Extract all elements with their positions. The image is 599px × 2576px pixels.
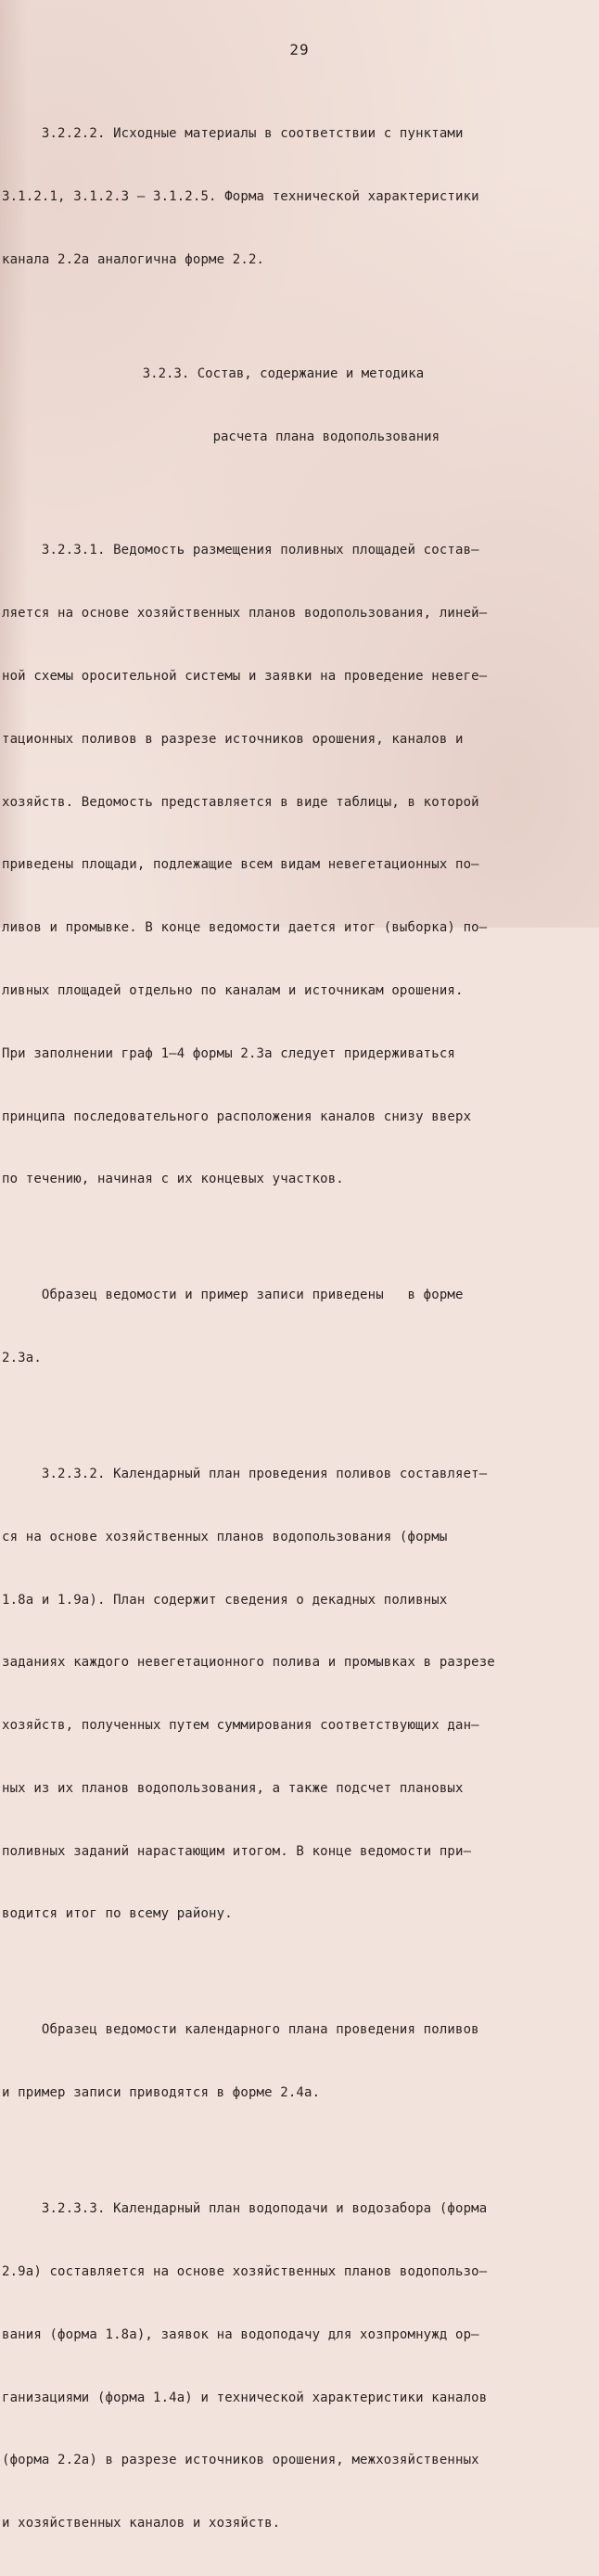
section-heading-3-2-3 — [2, 322, 584, 490]
text-line: ных из их планов водопользования, а также подсчет плановых — [2, 1780, 464, 1796]
text-line: канала 2.2а аналогична форме 2.2. — [2, 251, 265, 267]
text-line: принципа последовательного расположения каналов снизу вверх — [2, 1109, 472, 1124]
paragraph-sample-2-3a — [2, 1243, 584, 1411]
page-number: 29 — [289, 41, 310, 58]
paragraph-3-2-2-2 — [2, 82, 584, 313]
text-line: 3.2.2.2. Исходные материалы в соответствии с пунктами — [2, 126, 464, 142]
text-line: При заполнении граф 1–4 формы 2.3а следует придерживаться — [2, 1045, 455, 1061]
text-line: Образец ведомости календарного плана проведения поливов — [2, 2022, 479, 2038]
text-line: заданиях каждого невегетационного полива и промывках в разрезе — [2, 1655, 495, 1671]
text-line: ной схемы оросительной системы и заявки на проведение невеге– — [2, 669, 488, 685]
text-line: 1.8а и 1.9а). План содержит сведения о декадных поливных — [2, 1592, 448, 1608]
text-line: приведены площади, подлежащие всем видам невегетационных по– — [2, 857, 479, 873]
heading-line: 3.2.3. Состав, содержание и методика — [2, 365, 425, 381]
text-line: 3.1.2.1, 3.1.2.3 — 3.1.2.5. Форма технической характеристики — [2, 188, 479, 204]
text-line: ляется на основе хозяйственных планов водопользования, линей– — [2, 606, 488, 622]
text-line: тационных поливов в разрезе источников орошения, каналов и — [2, 731, 464, 747]
text-line: 2.3а. — [2, 1351, 42, 1366]
text-line: ливных площадей отдельно по каналам и источникам орошения. — [2, 982, 464, 998]
text-line: ся на основе хозяйственных планов водопользования (формы — [2, 1529, 448, 1544]
text-line: и пример записи приводятся в форме 2.4а. — [2, 2085, 321, 2101]
text-line: 3.2.3.3. Календарный план водоподачи и водозабора (форма — [2, 2201, 488, 2217]
heading-line: расчета плана водопользования — [2, 429, 440, 444]
text-line: 3.2.3.1. Ведомость размещения поливных площадей состав– — [2, 543, 479, 558]
paragraph-3-2-3-3 — [2, 2157, 584, 2576]
text-line: водится итог по всему району. — [2, 1906, 233, 1922]
text-line: хозяйств, полученных путем суммирования соответствующих дан– — [2, 1718, 479, 1734]
text-line: ганизациями (форма 1.4а) и технической характеристики каналов — [2, 2390, 488, 2405]
paragraph-3-2-3-1 — [2, 498, 584, 1232]
paragraph-3-2-3-2 — [2, 1422, 584, 1967]
document-body — [2, 82, 584, 2576]
text-line: вания (форма 1.8а), заявок на водоподачу для хозпромнужд ор– — [2, 2326, 479, 2342]
text-line: и хозяйственных каналов и хозяйств. — [2, 2516, 281, 2531]
text-line: 3.2.3.2. Календарный план проведения поливов составляет– — [2, 1467, 488, 1481]
text-line: ливов и промывке. В конце ведомости дается итог (выборка) по– — [2, 920, 488, 936]
text-line: поливных заданий нарастающим итогом. В конце ведомости при– — [2, 1843, 472, 1859]
text-line: 2.9а) составляется на основе хозяйственных планов водопользо– — [2, 2263, 488, 2279]
text-line: по течению, начиная с их концевых участков. — [2, 1172, 344, 1187]
text-line: (форма 2.2а) в разрезе источников орошения, межхозяйственных — [2, 2453, 479, 2468]
text-line: хозяйств. Ведомость представляется в виде таблицы, в которой — [2, 794, 479, 810]
text-line: Образец ведомости и пример записи приведены в форме — [2, 1288, 464, 1303]
paragraph-sample-2-4a — [2, 1978, 584, 2146]
